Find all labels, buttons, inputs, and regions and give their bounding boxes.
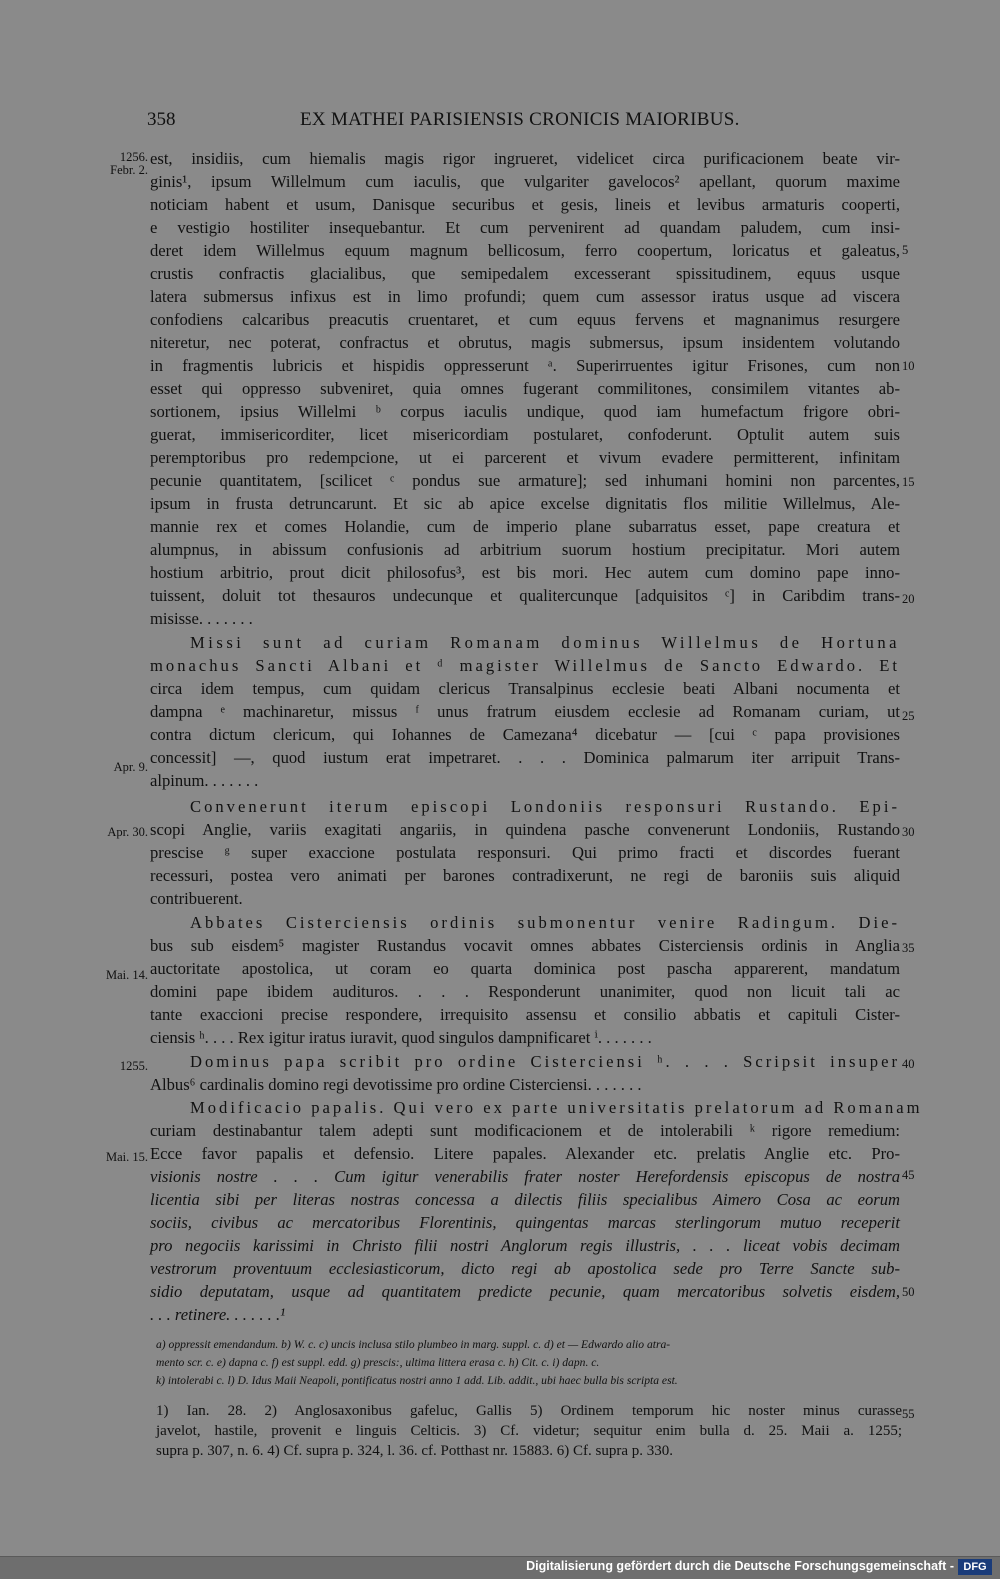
text-line: bus sub eisdem⁵ magister Rustandus vocavit omnes abbates Cisterciensis ordinis in Anglia: [150, 936, 900, 955]
text-line: contribuerent.: [150, 889, 243, 908]
line-number: 55: [902, 1407, 915, 1421]
text-line: mannie rex et comes Holandie, cum de imperio plane subarratus esset, pape creatura et: [150, 517, 900, 536]
text-line: in fragmentis lubricis et hispidis oppresserunt ᵃ. Superirruentes igitur Frisones, cum non: [150, 356, 900, 375]
text-line: e vestigio hostiliter insequebantur. Et cum pervenirent ad quandam paludem, cum insi-: [150, 218, 900, 237]
text-line: confodiens calcaribus preacutis cruentaret, et cum equus fervens et magnanimus resurgere: [150, 310, 900, 329]
line-number: 50: [902, 1285, 915, 1299]
text-line: dampna ᵉ machinaretur, missus ᶠ unus fratrum eiusdem ecclesie ad Romanam curiam, ut: [150, 702, 900, 721]
dfg-logo: DFG: [958, 1559, 992, 1575]
section-heading: Modificacio papalis. Qui vero ex parte universitatis prelatorum ad Romanam: [190, 1098, 923, 1117]
text-line: prescise ᵍ super exaccione postulata responsuri. Qui primo fracti et discordes fuerant: [150, 843, 900, 862]
section-heading: Missi sunt ad curiam Romanam dominus Willelmus de Hortuna: [190, 633, 900, 652]
line-number: 25: [902, 709, 915, 723]
text-line: sociis, civibus ac mercatoribus Florentinis, quingentas marcas sterlingorum mutuo receperit: [150, 1213, 900, 1232]
text-line: scopi Anglie, variis exagitati angariis, in quindena pasche convenerunt Londoniis, Rustando: [150, 820, 900, 839]
text-line: crustis confractis glacialibus, que semipedalem excesserant spissitudinem, equus usque: [150, 264, 900, 283]
critical-note: k) intolerabi c. l) D. Idus Maii Neapoli, pontificatus nostri anno 1 add. Lib. addit., ubi haec bulla bis scripta est.: [156, 1374, 678, 1387]
line-number: 10: [902, 359, 915, 373]
margin-date: 1256.: [119, 150, 148, 164]
section-heading: Abbates Cisterciensis ordinis submonentur venire Radingum. Die-: [190, 913, 900, 932]
margin-date: Febr. 2.: [110, 163, 148, 177]
text-line: ciensis ʰ. . . . Rex igitur iratus iuravit, quod singulos dampnificaret ⁱ. . . . . . .: [150, 1028, 652, 1047]
funding-credit: Digitalisierung gefördert durch die Deutsche Forschungsgemeinschaft -: [526, 1559, 954, 1573]
notes-divider: [156, 1328, 902, 1329]
margin-date: Apr. 9.: [113, 760, 148, 774]
line-number: 30: [902, 825, 915, 839]
text-line: noticiam habent et usum, Danisque securibus et gesis, lineis et levibus armaturis cooperti,: [150, 195, 900, 214]
text-line: ginis¹, ipsum Willelmum cum iaculis, que vulgariter gavelocos² apellant, quorum maxime: [150, 172, 900, 191]
line-number: 40: [902, 1057, 915, 1071]
text-line: pecunie quantitatem, [scilicet ᶜ pondus sue armature]; sed inhumani homini non parcentes,: [150, 471, 900, 490]
text-line: tuissent, doluit tot thesauros undecunque et qualitercunque [adquisitos ᶜ] in Caribdim trans-: [150, 586, 900, 605]
text-line: est, insidiis, cum hiemalis magis rigor ingrueret, videlicet circa purificacionem beate vir-: [150, 149, 900, 168]
text-line: pro negociis karissimi in Christo filii nostri Anglorum regis illustris, . . . liceat vobis decimam: [150, 1236, 900, 1255]
text-line: guerat, immisericorditer, licet misericordiam postularet, confoderunt. Optulit autem suis: [150, 425, 900, 444]
text-line: alpinum. . . . . . .: [150, 771, 259, 790]
text-line: misisse. . . . . . .: [150, 609, 253, 628]
section-heading: Convenerunt iterum episcopi Londoniis responsuri Rustando. Epi-: [190, 797, 900, 816]
text-line: auctoritate apostolica, ut coram eo quarta dominica post pascha apparerent, mandatum: [150, 959, 900, 978]
text-line: hostium arbitrio, prout dicit philosofus³, est bis mori. Hec autem cum domino pape inno-: [150, 563, 900, 582]
text-line: sortionem, ipsius Willelmi ᵇ corpus iaculis undique, quod iam humefactum frigore obri-: [150, 402, 900, 421]
text-line: concessit] —, quod iustum erat impetraret. . . . Dominica palmarum iter arripuit Trans-: [150, 748, 900, 767]
line-number: 45: [902, 1168, 915, 1182]
text-line: Albus⁶ cardinalis domino regi devotissime pro ordine Cisterciensi. . . . . . .: [150, 1075, 642, 1094]
text-line: circa idem tempus, cum quidam clericus Transalpinus ecclesie beati Albani nocumenta et: [150, 679, 900, 698]
explanatory-note: 1) Ian. 28. 2) Anglosaxonibus gafeluc, Gallis 5) Ordinem temporum hic noster minus curasse: [156, 1403, 902, 1419]
text-line: . . . retinere. . . . . . .¹: [150, 1305, 286, 1324]
text-line: latera submersus infixus est in limo profundi; quem cum assessor iratus usque ad viscera: [150, 287, 900, 306]
text-line: contra dictum clericum, qui Iohannes de Camezana⁴ dicebatur — [cui ᶜ papa provisiones: [150, 725, 900, 744]
critical-note: mento scr. c. e) dapna c. f) est suppl. edd. g) prescis:, ultima littera erasa c. h) Cit. c. i) dapn. c.: [156, 1356, 600, 1369]
text-line: alumpnus, in abissum confusionis ad arbitrium suorum hostium precipitatur. Mori autem: [150, 540, 900, 559]
margin-date: Mai. 14.: [105, 968, 148, 982]
explanatory-note: supra p. 307, n. 6. 4) Cf. supra p. 324, l. 36. cf. Potthast nr. 15883. 6) Cf. supra p. 330.: [156, 1443, 674, 1459]
margin-date: Apr. 30.: [107, 825, 148, 839]
line-number: 20: [902, 592, 915, 606]
text-line: recessuri, postea vero animati per barones contradixerunt, ne regi de baroniis suis aliquid: [150, 866, 900, 885]
text-line: peremptoribus pro redempcione, ut ei parcerent et vivum evadere permitterent, infinitam: [150, 448, 900, 467]
text-line: monachus Sancti Albani et ᵈ magister Willelmus de Sancto Edwardo. Et: [150, 656, 900, 675]
page-number: 358: [147, 109, 176, 130]
text-line: tante exaccioni precise respondere, irrequisito assensu et consilio abbatis et capituli Cister-: [150, 1005, 900, 1024]
text-line: Ecce favor papalis et defensio. Litere papales. Alexander etc. prelatis Anglie etc. Pro-: [150, 1144, 900, 1163]
text-line: licentia sibi per literas nostras concessa a dilectis filiis specialibus Aimero Cosa ac eorum: [150, 1190, 900, 1209]
margin-date: Mai. 15.: [105, 1150, 148, 1164]
section-heading: Dominus papa scribit pro ordine Cisterciensi ʰ. . . . Scripsit insuper: [190, 1052, 900, 1071]
running-title: EX MATHEI PARISIENSIS CRONICIS MAIORIBUS.: [300, 109, 740, 130]
text-line: deret idem Willelmus equum magnum bellicosum, ferro coopertum, loricatus et galeatus,: [150, 241, 900, 260]
text-line: domini pape ibidem audituros. . . . Responderunt unanimiter, quod non licuit tali ac: [150, 982, 900, 1001]
line-number: 35: [902, 941, 915, 955]
text-line: esset qui oppresso subveniret, quia omnes fugerant commilitones, consimilem vitantes ab-: [150, 379, 900, 398]
margin-date: 1255.: [119, 1059, 148, 1073]
text-line: vestrorum proventuum ecclesiasticorum, dicto regi ab apostolica sede pro Terre Sancte sub-: [150, 1259, 900, 1278]
text-line: visionis nostre . . . Cum igitur venerabilis frater noster Herefordensis episcopus de nostra: [150, 1167, 900, 1186]
line-number: 15: [902, 475, 915, 489]
text-line: sidio deputatam, usque ad quantitatem predicte pecunie, quam mercatoribus solvetis eisdem,: [150, 1282, 900, 1301]
explanatory-note: javelot, hastile, provenit e linguis Celticis. 3) Cf. videtur; sequitur enim bulla d. 25. Maii a. 1255;: [156, 1423, 902, 1439]
text-line: ipsum in frusta detruncarunt. Et sic ab apice excelse dignitatis flos militie Willelmus, Ale-: [150, 494, 900, 513]
critical-note: a) oppressit emendandum. b) W. c. c) uncis inclusa stilo plumbeo in marg. suppl. c. d) et — Edwardo alio atra-: [156, 1338, 671, 1351]
text-line: curiam destinabantur talem adepti sunt modificacionem et de intolerabili ᵏ rigore remedium:: [150, 1121, 900, 1140]
text-line: niteretur, nec poterat, confractus et obrutus, magis submersus, ipsum insidentem volutando: [150, 333, 900, 352]
line-number: 5: [902, 243, 909, 257]
